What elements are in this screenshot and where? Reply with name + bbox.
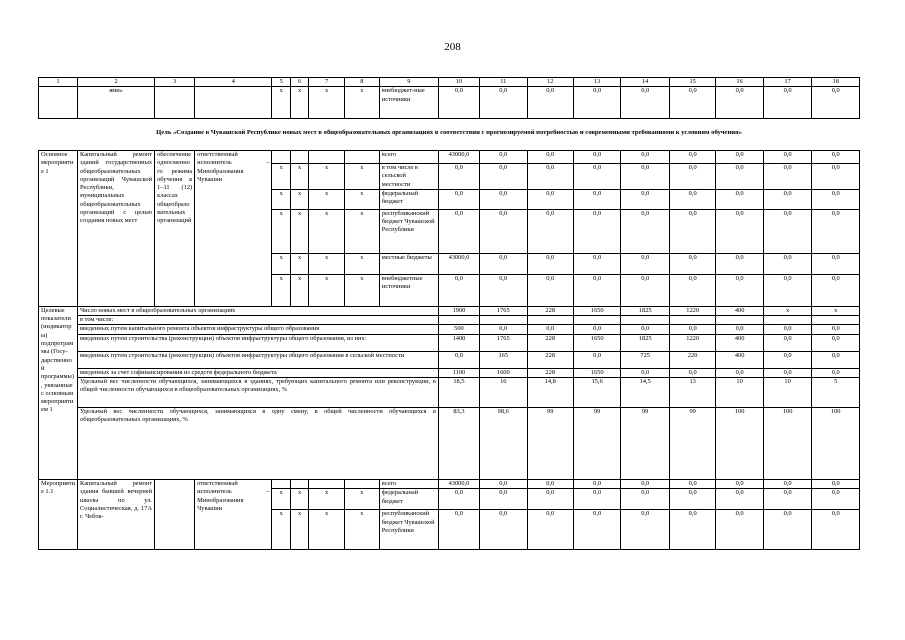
value-cell: 0,0 xyxy=(812,489,860,510)
value-cell: 0,0 xyxy=(763,253,812,274)
value-cell: 0,0 xyxy=(573,274,620,306)
indicator-value xyxy=(763,316,812,325)
value-cell: 0,0 xyxy=(621,253,670,274)
column-number-row xyxy=(39,78,860,87)
carry-cell-type xyxy=(39,87,78,119)
indicator-value: 99 xyxy=(621,408,670,480)
x-mark: x xyxy=(344,164,379,190)
indicator-value: x xyxy=(763,306,812,315)
indicator-value: 0,0 xyxy=(480,325,527,334)
indicator-value: 13 xyxy=(669,378,715,408)
x-mark: x xyxy=(272,253,291,274)
value-cell: 0,0 xyxy=(438,489,479,510)
value-cell: 0,0 xyxy=(763,480,812,489)
value-cell: 0,0 xyxy=(573,189,620,209)
indicator-text: Число новых мест в общеобразовательных организациях xyxy=(78,306,439,315)
column-number: 14 xyxy=(621,78,670,87)
column-number: 8 xyxy=(344,78,379,87)
indicator-value: 1900 xyxy=(438,306,479,315)
value-cell: 0,0 xyxy=(669,189,715,209)
column-number: 1 xyxy=(39,78,78,87)
indicator-value xyxy=(669,316,715,325)
indicator-value xyxy=(438,316,479,325)
column-number: 4 xyxy=(195,78,272,87)
value-cell: 0,0 xyxy=(669,151,715,164)
indicator-value: 0,0 xyxy=(763,351,812,368)
x-mark: x xyxy=(272,189,291,209)
funding-source: федеральный бюджет xyxy=(379,489,438,510)
value-cell: 0,0 xyxy=(716,87,763,119)
value-cell: 0,0 xyxy=(669,480,715,489)
value-cell: 0,0 xyxy=(438,87,479,119)
indicator-value: 1650 xyxy=(573,306,620,315)
column-number: 11 xyxy=(480,78,527,87)
indicator-value: 165 xyxy=(480,351,527,368)
measure-1-1-task xyxy=(155,480,195,550)
value-cell: 0,0 xyxy=(480,189,527,209)
value-cell: 0,0 xyxy=(527,489,573,510)
value-cell: 0,0 xyxy=(573,510,620,550)
measure-1-1-name: Капитальный ремонт здания бывшей вечерней школы по ул. Социалистическая, д. 17А г. Чебок- xyxy=(78,480,155,550)
value-cell: 0,0 xyxy=(527,253,573,274)
x-mark xyxy=(309,480,345,489)
value-cell: 0,0 xyxy=(763,510,812,550)
x-mark: x xyxy=(291,87,309,119)
indicator-value: 5 xyxy=(812,378,860,408)
x-mark: x xyxy=(344,189,379,209)
value-cell: 0,0 xyxy=(527,189,573,209)
indicator-value: 0,0 xyxy=(621,325,670,334)
x-mark: x xyxy=(344,87,379,119)
indicator-value: 220 xyxy=(669,351,715,368)
indicator-value: 0,0 xyxy=(573,325,620,334)
x-mark: x xyxy=(309,274,345,306)
funding-source: в том числе в сельской местности xyxy=(379,164,438,190)
x-mark: x xyxy=(344,209,379,253)
column-number: 7 xyxy=(309,78,345,87)
indicator-text: введенных за счет софинансирования из средств федерального бюджета xyxy=(78,368,439,377)
value-cell: 0,0 xyxy=(480,274,527,306)
value-cell: 0,0 xyxy=(716,510,763,550)
funding-source: всего xyxy=(379,480,438,489)
value-cell: 0,0 xyxy=(669,253,715,274)
value-cell: 0,0 xyxy=(716,151,763,164)
x-mark: x xyxy=(309,253,345,274)
value-cell: 0,0 xyxy=(573,151,620,164)
indicator-text: введенных путем строительства (реконструкции) объектов инфраструктуры общего образования в сельской местности xyxy=(78,351,439,368)
main-event-type: Основное мероприятие 1 xyxy=(39,151,78,307)
indicator-value: 0,0 xyxy=(763,334,812,351)
value-cell: 0,0 xyxy=(812,480,860,489)
value-cell: 0,0 xyxy=(480,510,527,550)
carry-cell-task xyxy=(155,87,195,119)
value-cell: 0,0 xyxy=(438,209,479,253)
value-cell: 0,0 xyxy=(669,209,715,253)
indicator-value: x xyxy=(812,306,860,315)
indicator-value: 1765 xyxy=(480,334,527,351)
carry-cell-name: ями» xyxy=(78,87,155,119)
indicator-value: 1220 xyxy=(669,334,715,351)
value-cell: 0,0 xyxy=(621,209,670,253)
column-number: 6 xyxy=(291,78,309,87)
indicator-value: 0,0 xyxy=(763,325,812,334)
value-cell: 0,0 xyxy=(716,164,763,190)
main-event-executor: ответственный исполнитель – Минобразования Чувашии xyxy=(195,151,272,307)
value-cell: 0,0 xyxy=(716,489,763,510)
indicator-text: в том числе: xyxy=(78,316,439,325)
funding-source: внебюджет-ные источники xyxy=(379,87,438,119)
header-table xyxy=(38,77,860,119)
indicator-row xyxy=(39,306,860,315)
indicator-value: 0,0 xyxy=(527,325,573,334)
value-cell: 0,0 xyxy=(621,189,670,209)
value-cell: 43000,0 xyxy=(438,480,479,489)
x-mark: x xyxy=(272,209,291,253)
indicator-value: 0,0 xyxy=(621,368,670,377)
indicator-value: 1825 xyxy=(621,334,670,351)
indicator-value xyxy=(716,316,763,325)
x-mark: x xyxy=(272,489,291,510)
column-number: 3 xyxy=(155,78,195,87)
indicator-value: 400 xyxy=(716,351,763,368)
indicator-text: Удельный вес численности обучающихся, занимающихся в зданиях, требующих капитального ремонта или реконструкции, в общей численности обучающихся в общеобразовательных организациях, % xyxy=(78,378,439,408)
indicator-row xyxy=(39,408,860,480)
indicator-value: 1600 xyxy=(480,368,527,377)
funding-source: республиканский бюджет Чувашской Республики xyxy=(379,209,438,253)
value-cell: 0,0 xyxy=(573,480,620,489)
goal-heading: Цель «Создание в Чувашской Республике новых мест в общеобразовательных организациях в соответствии с прогнозируемой потребностью и современными требованиями к условиям обучения» xyxy=(156,129,742,136)
value-cell: 0,0 xyxy=(716,189,763,209)
indicator-value: 0,0 xyxy=(812,351,860,368)
x-mark: x xyxy=(291,164,309,190)
value-cell: 0,0 xyxy=(669,87,715,119)
x-mark xyxy=(291,151,309,164)
indicator-row xyxy=(39,351,860,368)
value-cell: 0,0 xyxy=(527,87,573,119)
indicator-value: 10 xyxy=(763,378,812,408)
indicator-value: 99 xyxy=(573,408,620,480)
indicator-value: 725 xyxy=(621,351,670,368)
x-mark: x xyxy=(309,189,345,209)
value-cell: 0,0 xyxy=(621,164,670,190)
value-cell: 43000,0 xyxy=(438,151,479,164)
value-cell: 0,0 xyxy=(438,189,479,209)
indicator-value: 14,8 xyxy=(527,378,573,408)
indicator-value: 18,5 xyxy=(438,378,479,408)
indicator-value: 1400 xyxy=(438,334,479,351)
x-mark: x xyxy=(272,87,291,119)
indicator-value: 16 xyxy=(480,378,527,408)
x-mark: x xyxy=(309,164,345,190)
indicator-row xyxy=(39,378,860,408)
x-mark: x xyxy=(309,510,345,550)
value-cell: 0,0 xyxy=(480,209,527,253)
value-cell: 0,0 xyxy=(480,253,527,274)
indicator-value: 14,5 xyxy=(621,378,670,408)
indicator-value: 1100 xyxy=(438,368,479,377)
indicators-label: Целевые показатели (индикаторы) подпрограммы (Госу-дарственной программы), увязанные с основным мероприятием 1 xyxy=(39,306,78,479)
x-mark xyxy=(309,151,345,164)
indicator-value: 10 xyxy=(716,378,763,408)
indicator-value: 0,0 xyxy=(763,368,812,377)
main-event-row xyxy=(39,151,860,164)
column-number: 18 xyxy=(812,78,860,87)
column-number: 10 xyxy=(438,78,479,87)
x-mark: x xyxy=(309,209,345,253)
indicator-text: введенных путем капитального ремонта объектов инфраструктуры общего образования xyxy=(78,325,439,334)
value-cell: 0,0 xyxy=(527,164,573,190)
value-cell: 0,0 xyxy=(438,164,479,190)
value-cell: 0,0 xyxy=(573,209,620,253)
value-cell: 0,0 xyxy=(812,164,860,190)
value-cell: 0,0 xyxy=(573,87,620,119)
value-cell: 0,0 xyxy=(669,510,715,550)
column-number: 15 xyxy=(669,78,715,87)
x-mark: x xyxy=(272,164,291,190)
measure-1-1-row xyxy=(39,480,860,489)
x-mark: x xyxy=(291,209,309,253)
indicator-value: 1825 xyxy=(621,306,670,315)
column-number: 13 xyxy=(573,78,620,87)
indicator-value: 0,0 xyxy=(812,325,860,334)
value-cell: 0,0 xyxy=(480,489,527,510)
x-mark: x xyxy=(344,510,379,550)
indicator-value xyxy=(812,316,860,325)
main-table xyxy=(38,150,860,550)
carry-cell-executor xyxy=(195,87,272,119)
indicator-value: 100 xyxy=(763,408,812,480)
indicator-value: 1650 xyxy=(573,368,620,377)
value-cell: 0,0 xyxy=(480,87,527,119)
indicator-value: 98,6 xyxy=(480,408,527,480)
indicator-value: 0,0 xyxy=(669,325,715,334)
value-cell: 0,0 xyxy=(573,164,620,190)
value-cell: 0,0 xyxy=(621,274,670,306)
value-cell: 0,0 xyxy=(716,253,763,274)
indicator-row xyxy=(39,368,860,377)
value-cell: 0,0 xyxy=(812,209,860,253)
value-cell: 0,0 xyxy=(573,489,620,510)
indicator-value xyxy=(621,316,670,325)
value-cell: 0,0 xyxy=(527,510,573,550)
value-cell: 0,0 xyxy=(763,209,812,253)
funding-source: местные бюджеты xyxy=(379,253,438,274)
x-mark: x xyxy=(344,253,379,274)
value-cell: 0,0 xyxy=(669,489,715,510)
carry-over-row xyxy=(39,87,860,119)
indicator-value: 0,0 xyxy=(812,334,860,351)
indicator-text: введенных путем строительства (реконструкции) объектов инфраструктуры общего образования, из них: xyxy=(78,334,439,351)
funding-source: всего xyxy=(379,151,438,164)
indicator-value: 500 xyxy=(438,325,479,334)
indicator-value xyxy=(527,316,573,325)
value-cell: 0,0 xyxy=(669,274,715,306)
value-cell: 0,0 xyxy=(480,164,527,190)
x-mark xyxy=(272,480,291,489)
main-event-task: обеспечение односменного режима обучения в 1–11 (12) классах общеобразовательных организаций xyxy=(155,151,195,307)
indicator-row xyxy=(39,334,860,351)
value-cell: 0,0 xyxy=(621,510,670,550)
column-number: 2 xyxy=(78,78,155,87)
value-cell: 0,0 xyxy=(669,164,715,190)
value-cell: 0,0 xyxy=(763,151,812,164)
value-cell: 0,0 xyxy=(716,480,763,489)
x-mark: x xyxy=(291,489,309,510)
x-mark: x xyxy=(291,189,309,209)
indicator-value: 228 xyxy=(527,368,573,377)
funding-source: республиканский бюджет Чувашской Республики xyxy=(379,510,438,550)
indicator-value xyxy=(573,316,620,325)
indicator-value: 99 xyxy=(669,408,715,480)
value-cell: 0,0 xyxy=(812,87,860,119)
indicator-value: 400 xyxy=(716,334,763,351)
value-cell: 0,0 xyxy=(621,489,670,510)
indicator-value: 400 xyxy=(716,306,763,315)
indicator-value: 0,0 xyxy=(716,368,763,377)
x-mark xyxy=(344,151,379,164)
indicator-value: 0,0 xyxy=(669,368,715,377)
value-cell: 0,0 xyxy=(438,510,479,550)
x-mark: x xyxy=(344,489,379,510)
indicator-value: 0,0 xyxy=(573,351,620,368)
column-number: 16 xyxy=(716,78,763,87)
value-cell: 43000,0 xyxy=(438,253,479,274)
value-cell: 0,0 xyxy=(573,253,620,274)
value-cell: 0,0 xyxy=(763,189,812,209)
x-mark xyxy=(344,480,379,489)
measure-1-1-executor: ответственный исполнитель – Минобразования Чувашии xyxy=(195,480,272,550)
indicator-value: 15,6 xyxy=(573,378,620,408)
column-number: 12 xyxy=(527,78,573,87)
value-cell: 0,0 xyxy=(812,253,860,274)
value-cell: 0,0 xyxy=(716,274,763,306)
indicator-value: 228 xyxy=(527,334,573,351)
funding-source: внебюджетные источники xyxy=(379,274,438,306)
value-cell: 0,0 xyxy=(621,87,670,119)
indicator-value: 99 xyxy=(527,408,573,480)
main-event-name: Капитальный ремонт зданий государственных общеобразовательных организаций Чувашской Республики, муниципальных общеобразовательных организаций с целью создания новых мест xyxy=(78,151,155,307)
value-cell: 0,0 xyxy=(527,209,573,253)
indicator-value: 228 xyxy=(527,351,573,368)
value-cell: 0,0 xyxy=(763,164,812,190)
indicator-value: 0,0 xyxy=(812,368,860,377)
indicator-row xyxy=(39,325,860,334)
x-mark: x xyxy=(272,274,291,306)
value-cell: 0,0 xyxy=(763,274,812,306)
x-mark xyxy=(291,480,309,489)
indicator-value: 83,3 xyxy=(438,408,479,480)
indicator-value: 1650 xyxy=(573,334,620,351)
column-number: 9 xyxy=(379,78,438,87)
value-cell: 0,0 xyxy=(812,510,860,550)
indicator-value: 100 xyxy=(812,408,860,480)
value-cell: 0,0 xyxy=(812,274,860,306)
value-cell: 0,0 xyxy=(480,151,527,164)
x-mark: x xyxy=(309,489,345,510)
x-mark: x xyxy=(291,253,309,274)
value-cell: 0,0 xyxy=(763,489,812,510)
value-cell: 0,0 xyxy=(812,189,860,209)
value-cell: 0,0 xyxy=(527,151,573,164)
value-cell: 0,0 xyxy=(527,480,573,489)
indicator-value: 0,0 xyxy=(438,351,479,368)
x-mark: x xyxy=(272,510,291,550)
value-cell: 0,0 xyxy=(716,209,763,253)
indicator-value: 100 xyxy=(716,408,763,480)
value-cell: 0,0 xyxy=(763,87,812,119)
indicator-value xyxy=(480,316,527,325)
column-number: 5 xyxy=(272,78,291,87)
value-cell: 0,0 xyxy=(527,274,573,306)
x-mark: x xyxy=(309,87,345,119)
column-number: 17 xyxy=(763,78,812,87)
indicator-value: 0,0 xyxy=(716,325,763,334)
value-cell: 0,0 xyxy=(480,480,527,489)
value-cell: 0,0 xyxy=(438,274,479,306)
indicator-value: 1765 xyxy=(480,306,527,315)
value-cell: 0,0 xyxy=(621,151,670,164)
x-mark: x xyxy=(344,274,379,306)
x-mark xyxy=(272,151,291,164)
measure-1-1-type: Мероприятие 1.1 xyxy=(39,480,78,550)
page-number: 208 xyxy=(444,41,461,53)
value-cell: 0,0 xyxy=(621,480,670,489)
funding-source: федеральный бюджет xyxy=(379,189,438,209)
indicator-value: 1220 xyxy=(669,306,715,315)
indicator-value: 228 xyxy=(527,306,573,315)
value-cell: 0,0 xyxy=(812,151,860,164)
indicator-text: Удельный вес численности обучающихся, занимающихся в одну смену, в общей численности обучающихся в общеобразовательных организациях, % xyxy=(78,408,439,480)
x-mark: x xyxy=(291,274,309,306)
indicator-row xyxy=(39,316,860,325)
x-mark: x xyxy=(291,510,309,550)
